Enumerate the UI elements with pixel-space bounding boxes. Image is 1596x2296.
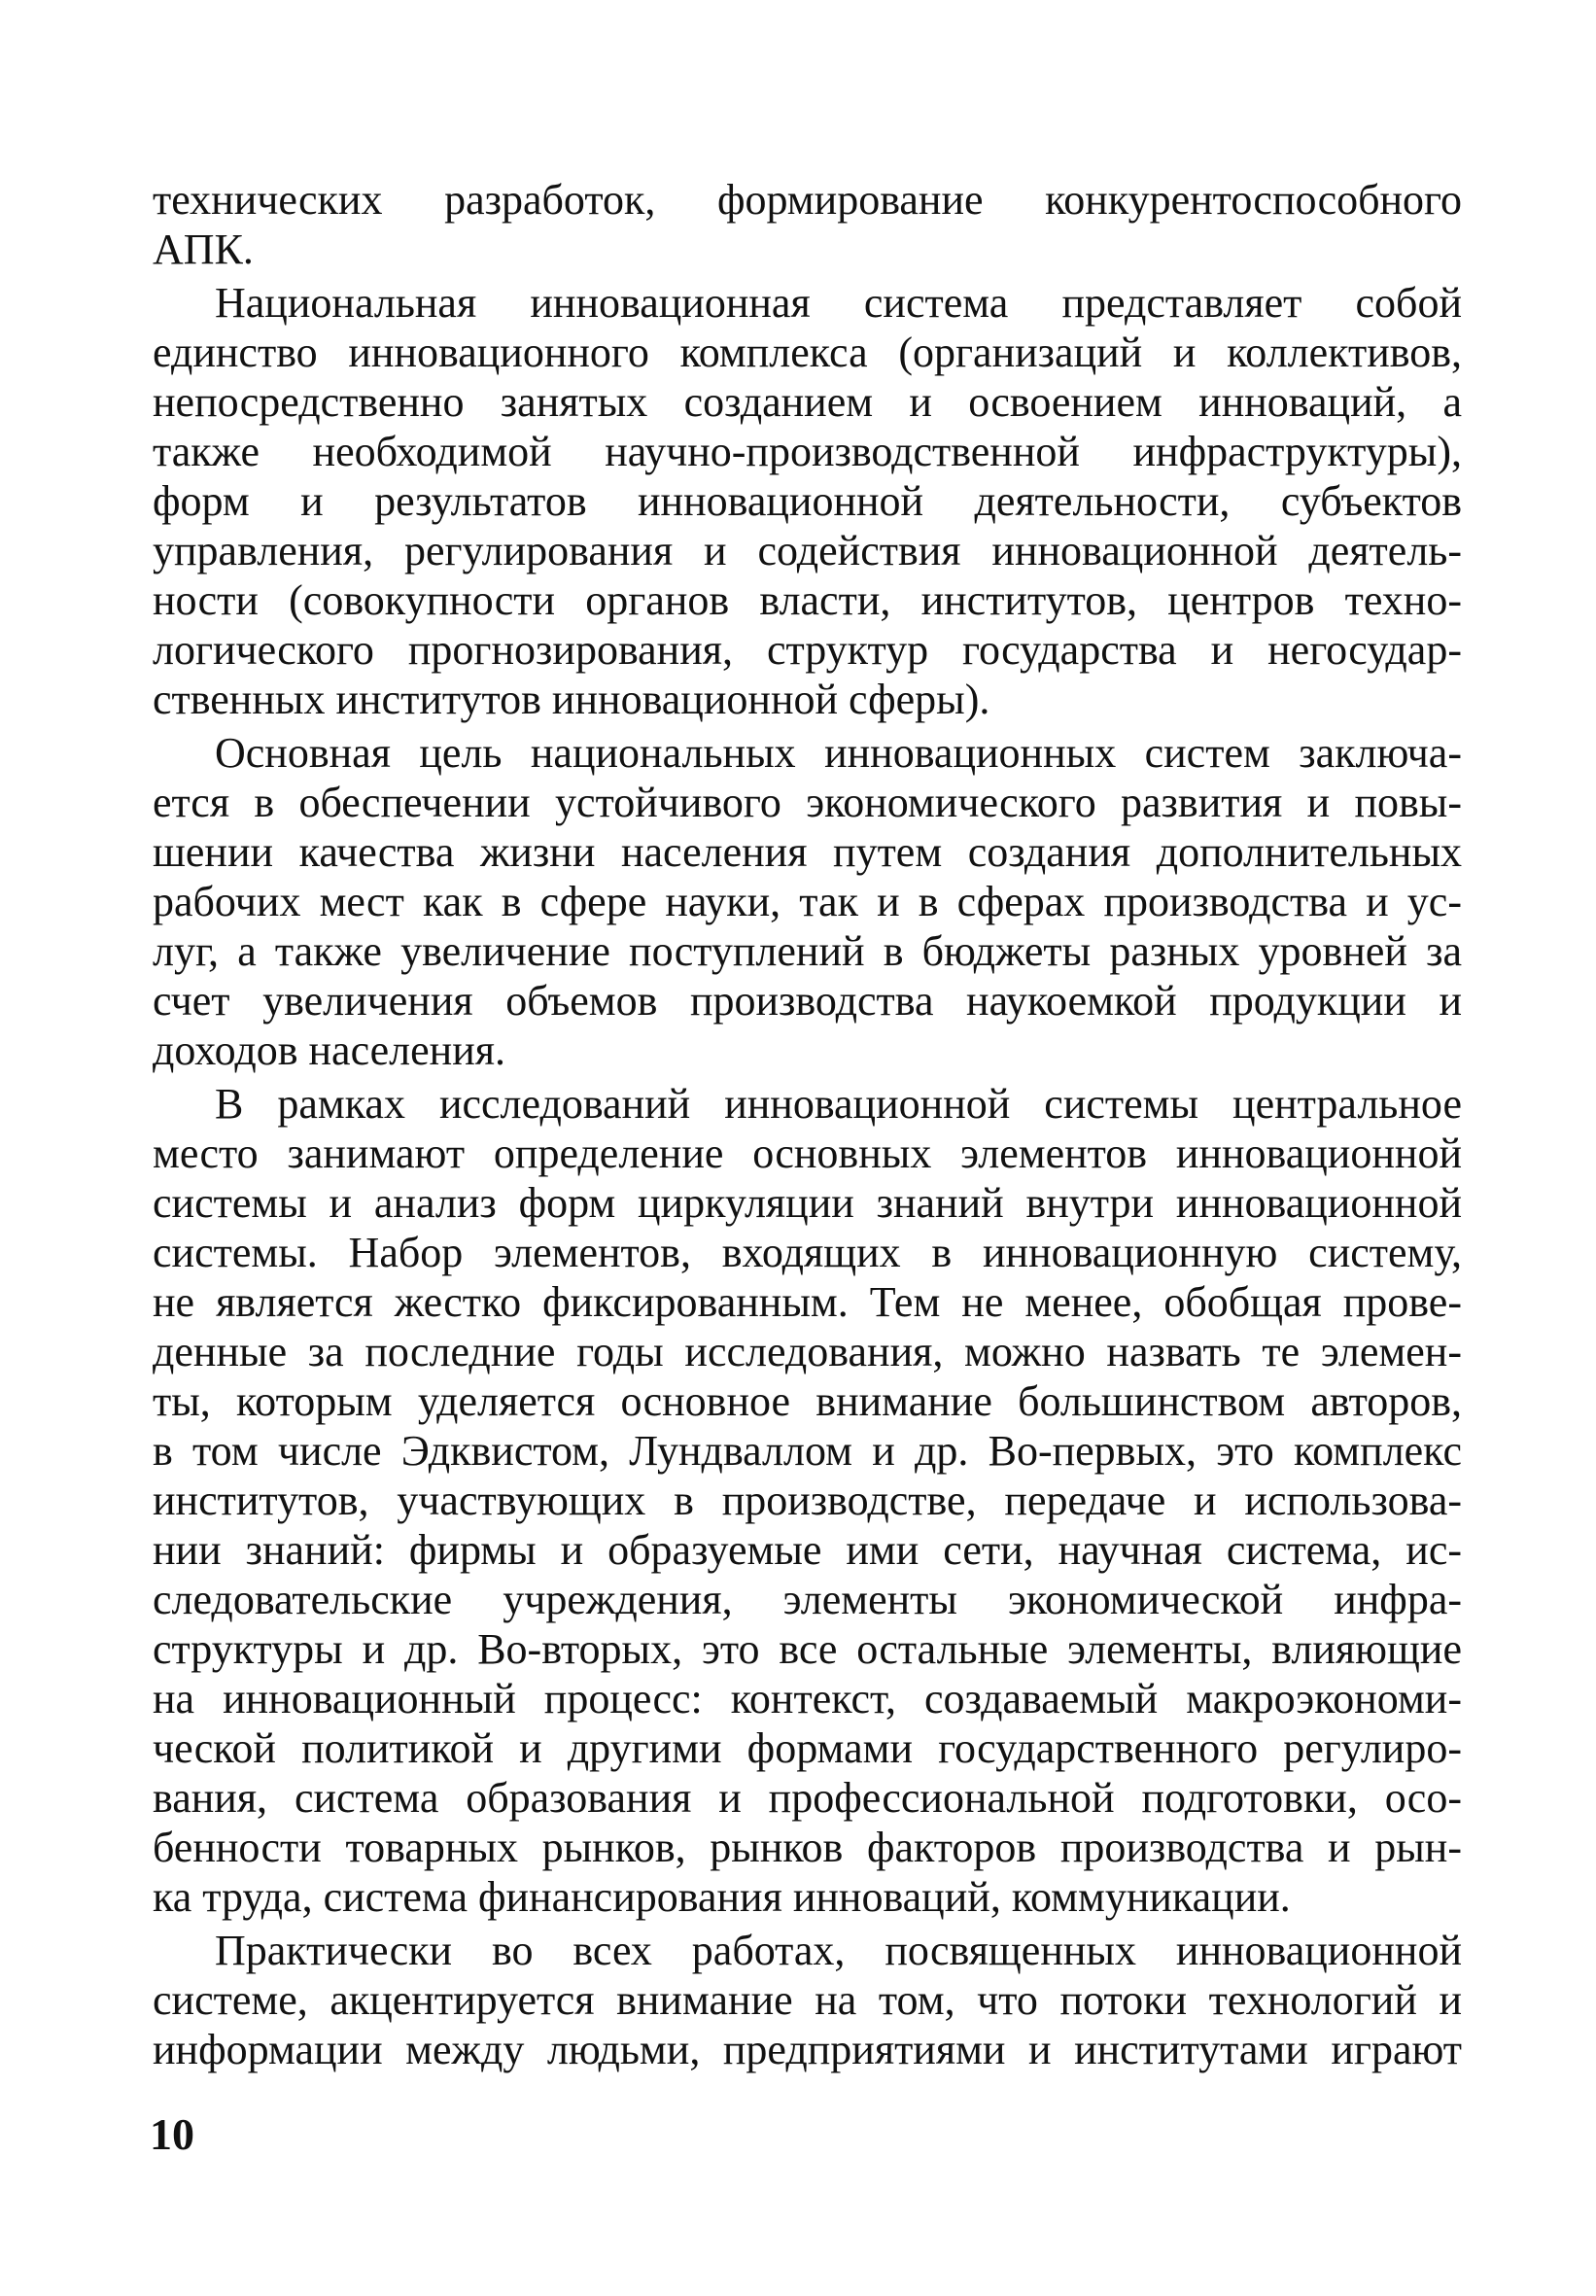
text-line: ственных институтов инновационной сферы). (153, 676, 990, 723)
text-line: управления, регулирования и содействия инновационной деятель- (153, 527, 1462, 574)
text-line: шении качества жизни населения путем создания дополнительных (153, 828, 1462, 876)
text-line: доходов населения. (153, 1026, 505, 1074)
paragraph-5 (153, 1926, 1462, 2074)
text-line: форм и результатов инновационной деятельности, субъектов (153, 477, 1462, 525)
text-line: институтов, участвующих в производстве, передаче и использова- (153, 1477, 1462, 1524)
body-text (153, 175, 1462, 2074)
text-line: системе, акцентируется внимание на том, что потоки технологий и (153, 1976, 1462, 2024)
text-line: непосредственно занятых созданием и освоением инноваций, а (153, 378, 1462, 426)
text-line: Основная цель национальных инновационных систем заключа- (215, 729, 1462, 777)
text-line: бенности товарных рынков, рынков факторов производства и рын- (153, 1824, 1462, 1871)
text-line: вания, система образования и профессиональной подготовки, осо- (153, 1774, 1462, 1822)
text-line: ты, которым уделяется основное внимание большинством авторов, (153, 1377, 1462, 1425)
text-line: также необходимой научно-производственной инфраструктуры), (153, 428, 1462, 475)
text-line: логического прогнозирования, структур государства и негосудар- (153, 626, 1462, 674)
text-line: Практически во всех работах, посвященных инновационной (215, 1927, 1462, 1974)
text-line: Национальная инновационная система представляет собой (215, 279, 1462, 327)
text-line: ется в обеспечении устойчивого экономического развития и повы- (153, 779, 1462, 826)
text-line: ности (совокупности органов власти, институтов, центров техно- (153, 576, 1462, 624)
paragraph-1 (153, 175, 1462, 274)
text-line: луг, а также увеличение поступлений в бюджеты разных уровней за (153, 927, 1462, 975)
text-line: В рамках исследований инновационной системы центральное (215, 1080, 1462, 1128)
text-line: денные за последние годы исследования, можно назвать те элемен- (153, 1328, 1462, 1375)
text-line: ческой политикой и другими формами государственного регулиро- (153, 1724, 1462, 1772)
page-number: 10 (150, 2109, 194, 2159)
text-line: на инновационный процесс: контекст, создаваемый макроэкономи- (153, 1675, 1462, 1722)
text-line: единство инновационного комплекса (организаций и коллективов, (153, 329, 1462, 376)
text-line: структуры и др. Во-вторых, это все остальные элементы, влияющие (153, 1625, 1462, 1673)
text-line: системы и анализ форм циркуляции знаний внутри инновационной (153, 1179, 1462, 1227)
text-line: ка труда, система финансирования инноваций, коммуникации. (153, 1873, 1291, 1921)
paragraph-3 (153, 728, 1462, 1075)
text-line: в том числе Эдквистом, Лундваллом и др. Во-первых, это комплекс (153, 1427, 1462, 1475)
text-line: не является жестко фиксированным. Тем не менее, обобщая прове- (153, 1278, 1462, 1326)
text-line: АПК. (153, 226, 254, 273)
paragraph-2 (153, 278, 1462, 724)
text-line: следовательские учреждения, элементы экономической инфра- (153, 1576, 1462, 1623)
text-line: информации между людьми, предприятиями и институтами играют (153, 2026, 1462, 2073)
text-line: технических разработок, формирование конкурентоспособного (153, 176, 1462, 224)
text-line: нии знаний: фирмы и образуемые ими сети, научная система, ис- (153, 1526, 1462, 1574)
text-line: место занимают определение основных элементов инновационной (153, 1130, 1462, 1177)
text-line: системы. Набор элементов, входящих в инновационную систему, (153, 1229, 1462, 1276)
text-line: рабочих мест как в сфере науки, так и в сферах производства и ус- (153, 878, 1462, 925)
paragraph-4 (153, 1079, 1462, 1922)
text-line: счет увеличения объемов производства наукоемкой продукции и (153, 977, 1462, 1025)
